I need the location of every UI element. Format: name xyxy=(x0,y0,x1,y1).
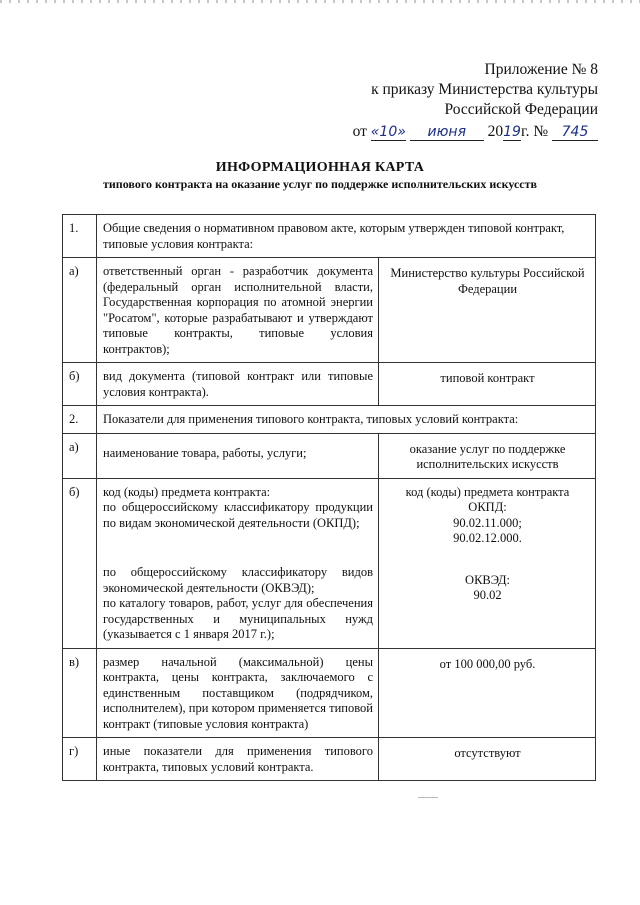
okved-heading: ОКВЭД: xyxy=(465,572,510,587)
table-row xyxy=(63,258,596,363)
date-month: июня xyxy=(410,124,484,141)
row-value: типовой контракт xyxy=(379,363,596,406)
row-number: б) xyxy=(63,363,97,406)
date-year-prefix: 20 xyxy=(487,123,504,140)
okpd-intro: код (коды) предмета контракта: xyxy=(103,484,271,499)
table-row xyxy=(63,406,596,434)
row-number: а) xyxy=(63,433,97,478)
row-label xyxy=(97,478,379,648)
row-value xyxy=(379,478,596,648)
section-heading: Общие сведения о нормативном правовом акте, которым утвержден типовой контракт, типовые условия контракта: xyxy=(97,215,596,258)
info-card-table xyxy=(62,214,596,781)
date-year-handwritten: 19 xyxy=(503,124,521,140)
row-value: Министерство культуры Российской Федерации xyxy=(379,258,596,363)
document-subtitle: типового контракта на оказание услуг по поддержке исполнительских искусств xyxy=(103,177,537,191)
row-label: иные показатели для применения типового контракта, типовых условий контракта. xyxy=(97,738,379,781)
table-row xyxy=(63,478,596,648)
ministry-country: Российской Федерации xyxy=(444,101,598,118)
row-number: в) xyxy=(63,648,97,738)
okved-code: 90.02 xyxy=(473,588,502,602)
row-value: отсутствуют xyxy=(379,738,596,781)
row-label: размер начальной (максимальной) цены контракта, цены контракта, заключаемого с единственным поставщиком (подрядчиком, исполнителем), при котором применяется типовой контракт (типовые условия контракта) xyxy=(97,648,379,738)
row-label: наименование товара, работы, услуги; xyxy=(97,433,379,478)
row-number: 2. xyxy=(63,406,97,434)
okved-label: по общероссийскому классификатору видов экономической деятельности (ОКВЭД); xyxy=(103,565,373,595)
order-reference: к приказу Министерства культуры xyxy=(371,81,598,98)
table-row xyxy=(63,215,596,258)
appendix-number: Приложение № 8 xyxy=(484,61,598,78)
document-title: ИНФОРМАЦИОННАЯ КАРТА xyxy=(215,160,425,175)
row-value: от 100 000,00 руб. xyxy=(379,648,596,738)
date-year-suffix: г. № xyxy=(520,123,549,140)
code-heading: код (коды) предмета контракта xyxy=(405,484,570,499)
row-number: б) xyxy=(63,478,97,648)
order-date-line xyxy=(353,122,598,142)
table-row xyxy=(63,648,596,738)
order-number: 745 xyxy=(552,124,598,141)
catalog-label: по каталогу товаров, работ, услуг для обеспечения государственных и муниципальных нужд (указывается с 1 января 2017 г.); xyxy=(103,596,373,641)
date-day: «10» xyxy=(370,124,406,140)
appendix-header xyxy=(353,60,598,142)
scan-mark xyxy=(418,797,438,798)
table-row xyxy=(63,433,596,478)
table-row xyxy=(63,738,596,781)
row-value: оказание услуг по поддержке исполнительских искусств xyxy=(379,433,596,478)
row-label: вид документа (типовой контракт или типовые условия контракта). xyxy=(97,363,379,406)
okpd-label: по общероссийскому классификатору продукции по видам экономической деятельности (ОКПД); xyxy=(103,500,373,530)
scan-top-edge xyxy=(0,0,640,3)
date-from: от xyxy=(352,123,367,140)
okpd-code-1: 90.02.11.000; xyxy=(453,515,522,530)
okpd-code-2: 90.02.12.000. xyxy=(453,531,522,545)
section-heading: Показатели для применения типового контракта, типовых условий контракта: xyxy=(97,406,596,434)
row-number: 1. xyxy=(63,215,97,258)
row-label: ответственный орган - разработчик документа (федеральный орган исполнительной власти, Государственная корпорация по атомной энергии "Росатом", которые разрабатывают и утверждают типовые контракты, типовые условия контрактов); xyxy=(97,258,379,363)
table-row xyxy=(63,363,596,406)
okpd-heading: ОКПД: xyxy=(468,500,507,514)
row-number: а) xyxy=(63,258,97,363)
row-number: г) xyxy=(63,738,97,781)
